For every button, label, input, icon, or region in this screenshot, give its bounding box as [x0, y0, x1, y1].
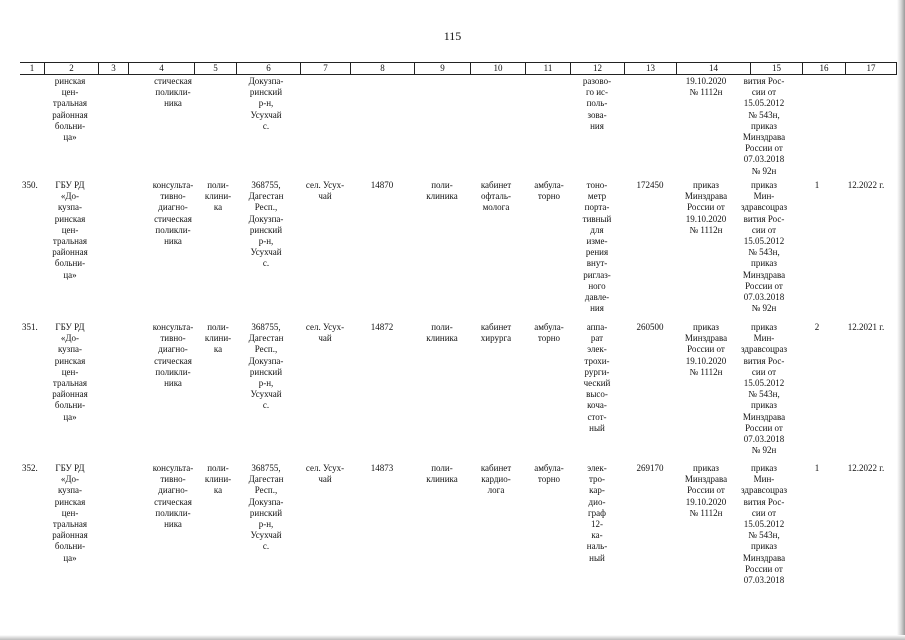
header-col-10: 10	[470, 63, 525, 74]
row-cell-c2: ГБУ РД «До- кузпа- ринская цен- тральная районная больни- ца»	[52, 180, 88, 280]
row-cell-c8: 14870	[370, 180, 394, 190]
row-cell-c11: амбула- торно	[534, 180, 564, 202]
row-cell-c14: приказ Минздрава России от 19.10.2020 № 1112н	[684, 322, 728, 377]
row-cell-c7: сел. Усух- чай	[305, 463, 345, 485]
page-number: 115	[443, 29, 462, 43]
row-cell-c10: кабинет офталь- молога	[480, 180, 512, 213]
continued-cell-c4: стическая поликли- ника	[154, 76, 192, 109]
header-col-7: 7	[300, 63, 350, 74]
row-cell-c2: ГБУ РД «До- кузпа- ринская цен- тральная районная больни- ца»	[52, 322, 88, 422]
header-col-1: 1	[29, 63, 35, 73]
row-cell-c9: поли- клиника	[426, 322, 458, 344]
header-col-3: 3	[98, 63, 128, 74]
row-cell-c13: 260500	[636, 322, 664, 332]
header-col-4: 4	[128, 63, 194, 74]
continued-cell-c12: разово- го ис- поль- зова- ния	[582, 76, 612, 131]
row-cell-c6: 368755, Дагестан Респ., Докузпа- ринский р-н, Усухчай с.	[248, 463, 284, 552]
continued-cell-c14: 19.10.2020 № 1112н	[685, 76, 727, 98]
row-cell-c4: консульта- тивно- диагно- стическая поликли- ника	[152, 180, 194, 247]
header-col-12: 12	[570, 63, 624, 74]
header-col-14: 14	[676, 63, 750, 74]
row-cell-c17: 12.2021 г.	[847, 322, 885, 332]
continued-cell-c2: ринская цен- тральная районная больни- ца»	[52, 76, 88, 143]
scan-shadow-bottom	[0, 635, 905, 640]
row-cell-c17: 12.2022 г.	[847, 463, 885, 473]
header-col-6: 6	[236, 63, 300, 74]
header-col-11: 11	[525, 63, 570, 74]
row-cell-c15: приказ Мин- здравсоцраз вития Рос- сии от 15.05.2012 № 543н, приказ Минздрава России от 07.03.2018 № 92н	[740, 180, 788, 314]
row-cell-c2: ГБУ РД «До- кузпа- ринская цен- тральная районная больни- ца»	[52, 463, 88, 563]
row-cell-c5: поли- клини- ка	[204, 180, 232, 213]
row-cell-c14: приказ Минздрава России от 19.10.2020 № 1112н	[684, 463, 728, 518]
row-cell-c12: аппа- рат элек- трохи- рурги- ческий высо- коча- стот- ный	[583, 322, 611, 433]
row-cell-c9: поли- клиника	[426, 180, 458, 202]
header-col-15: 15	[750, 63, 802, 74]
row-number: 351.	[22, 322, 38, 332]
row-cell-c16: 2	[814, 322, 820, 332]
row-cell-c10: кабинет хирурга	[480, 322, 512, 344]
row-cell-c7: сел. Усух- чай	[305, 322, 345, 344]
row-cell-c14: приказ Минздрава России от 19.10.2020 № 1112н	[684, 180, 728, 235]
row-number: 350.	[22, 180, 38, 190]
header-col-9: 9	[414, 63, 470, 74]
continued-cell-c6: Докузпа- ринский р-н, Усухчай с.	[248, 76, 284, 131]
header-col-13: 13	[624, 63, 676, 74]
row-cell-c16: 1	[814, 463, 820, 473]
header-col-5: 5	[194, 63, 236, 74]
row-cell-c5: поли- клини- ка	[204, 463, 232, 496]
row-cell-c13: 269170	[636, 463, 664, 473]
row-cell-c16: 1	[814, 180, 820, 190]
header-col-17: 17	[845, 63, 897, 74]
table-header-bottom-line	[20, 74, 897, 75]
row-cell-c11: амбула- торно	[534, 463, 564, 485]
row-cell-c7: сел. Усух- чай	[305, 180, 345, 202]
row-cell-c10: кабинет кардио- лога	[480, 463, 512, 496]
row-cell-c12: тоно- метр порта- тивный для изме- рения внут- риглаз- ного давле- ния	[582, 180, 612, 314]
row-cell-c8: 14872	[370, 322, 394, 332]
header-col-2: 2	[44, 63, 98, 74]
continued-cell-c15: вития Рос- сии от 15.05.2012 № 543н, приказ Минздрава России от 07.03.2018 № 92н	[742, 76, 786, 176]
row-cell-c11: амбула- торно	[534, 322, 564, 344]
scan-shadow-edge	[897, 0, 905, 640]
row-cell-c15: приказ Мин- здравсоцраз вития Рос- сии от 15.05.2012 № 543н, приказ Минздрава России от 07.03.2018	[740, 463, 788, 586]
row-cell-c6: 368755, Дагестан Респ., Докузпа- ринский р-н, Усухчай с.	[248, 180, 284, 269]
row-cell-c15: приказ Мин- здравсоцраз вития Рос- сии от 15.05.2012 № 543н, приказ Минздрава России от 07.03.2018 № 92н	[740, 322, 788, 456]
row-cell-c6: 368755, Дагестан Респ., Докузпа- ринский р-н, Усухчай с.	[248, 322, 284, 411]
row-cell-c17: 12.2022 г.	[847, 180, 885, 190]
row-number: 352.	[22, 463, 38, 473]
row-cell-c4: консульта- тивно- диагно- стическая поликли- ника	[152, 322, 194, 389]
row-cell-c13: 172450	[636, 180, 664, 190]
row-cell-c8: 14873	[370, 463, 394, 473]
row-cell-c4: консульта- тивно- диагно- стическая поликли- ника	[152, 463, 194, 530]
row-cell-c12: элек- тро- кар- дио- граф 12- ка- наль- ный	[586, 463, 608, 563]
row-cell-c9: поли- клиника	[426, 463, 458, 485]
row-cell-c5: поли- клини- ка	[204, 322, 232, 355]
header-col-16: 16	[802, 63, 845, 74]
header-col-8: 8	[350, 63, 414, 74]
